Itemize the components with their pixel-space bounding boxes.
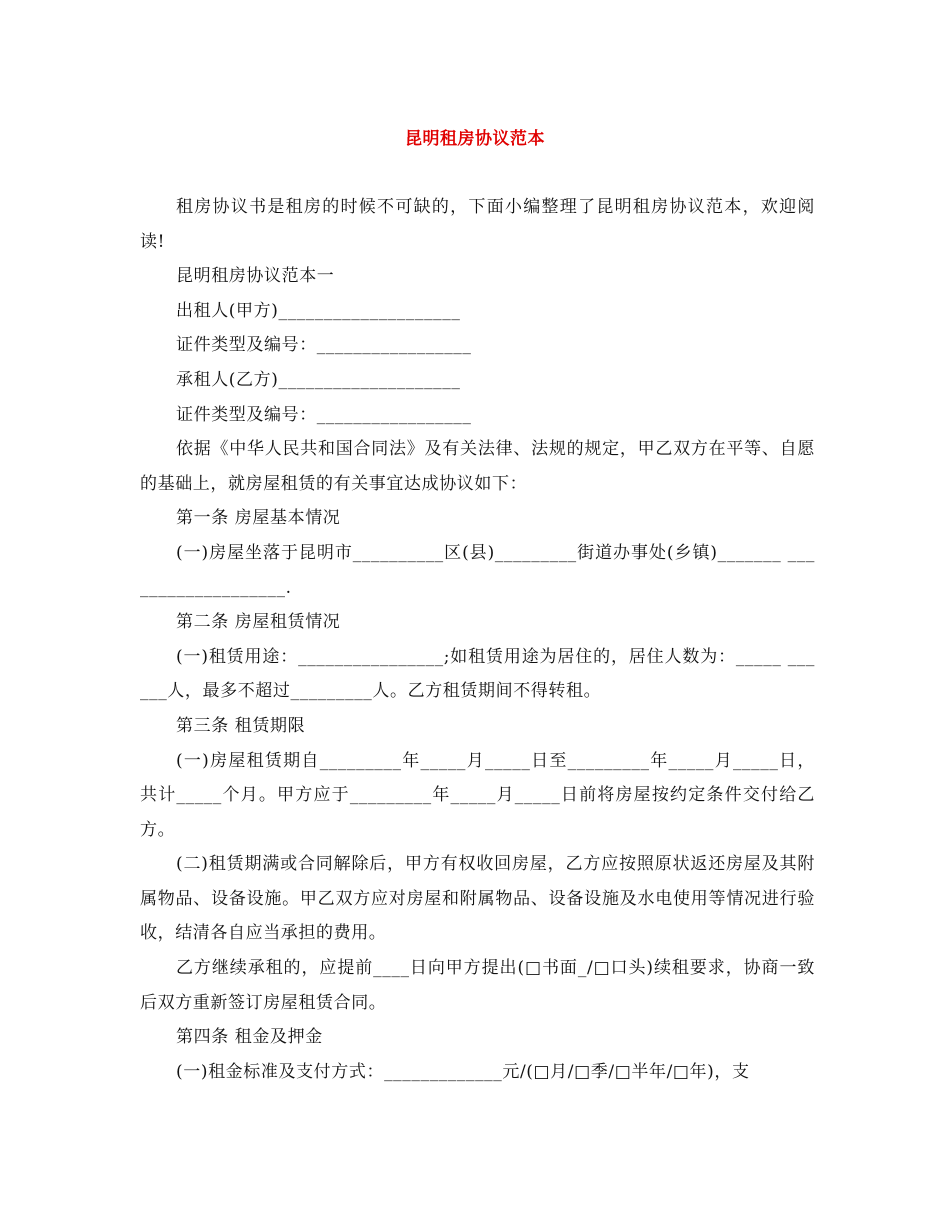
article-3-clause-1: (一)房屋租赁期自_________年_____月_____日至_________年_____月_____日，共计_____个月。甲方应于_________年_____月_____日前将房屋按约定条件交付给乙方。	[140, 750, 815, 840]
lessee-field: 承租人(乙方)____________________	[176, 369, 461, 390]
lessee-id-field: 证件类型及编号：_________________	[176, 404, 472, 425]
document-title: 昆明租房协议范本	[405, 129, 545, 149]
article-1-clause-1: (一)房屋坐落于昆明市__________区(县)_________街道办事处(乡镇)_______ ___________________.	[140, 542, 815, 598]
article-4-heading: 第四条 租金及押金	[176, 1027, 323, 1048]
legal-basis-paragraph: 依据《中华人民共和国合同法》及有关法律、法规的规定，甲乙双方在平等、自愿的基础上，就房屋租赁的有关事宜达成协议如下：	[140, 439, 815, 494]
lessor-field: 出租人(甲方)____________________	[176, 300, 461, 321]
article-3-heading: 第三条 租赁期限	[176, 715, 306, 736]
article-2-clause-1: (一)租赁用途：________________;如租赁用途为居住的，居住人数为：_____ ______人，最多不超过_________人。乙方租赁期间不得转租。	[140, 646, 815, 702]
document-body	[140, 190, 815, 1089]
article-4-clause-1: (一)租金标准及支付方式：_____________元/(□月/□季/□半年/□年)，支	[176, 1061, 750, 1082]
article-2-heading: 第二条 房屋租赁情况	[176, 612, 341, 633]
article-1-heading: 第一条 房屋基本情况	[176, 508, 341, 529]
article-3-renewal-paragraph: 乙方继续承租的，应提前____日向甲方提出(□书面_/□口头)续租要求，协商一致后双方重新签订房屋租赁合同。	[140, 958, 815, 1013]
section-heading-sample-one: 昆明租房协议范本一	[176, 266, 335, 287]
intro-paragraph: 租房协议书是租房的时候不可缺的，下面小编整理了昆明租房协议范本，欢迎阅读!	[140, 197, 815, 252]
article-3-clause-2: (二)租赁期满或合同解除后，甲方有权收回房屋，乙方应按照原状返还房屋及其附属物品、设备设施。甲乙双方应对房屋和附属物品、设备设施及水电使用等情况进行验收，结清各自应当承担的费用。	[140, 854, 815, 944]
lessor-id-field: 证件类型及编号：_________________	[176, 335, 472, 356]
